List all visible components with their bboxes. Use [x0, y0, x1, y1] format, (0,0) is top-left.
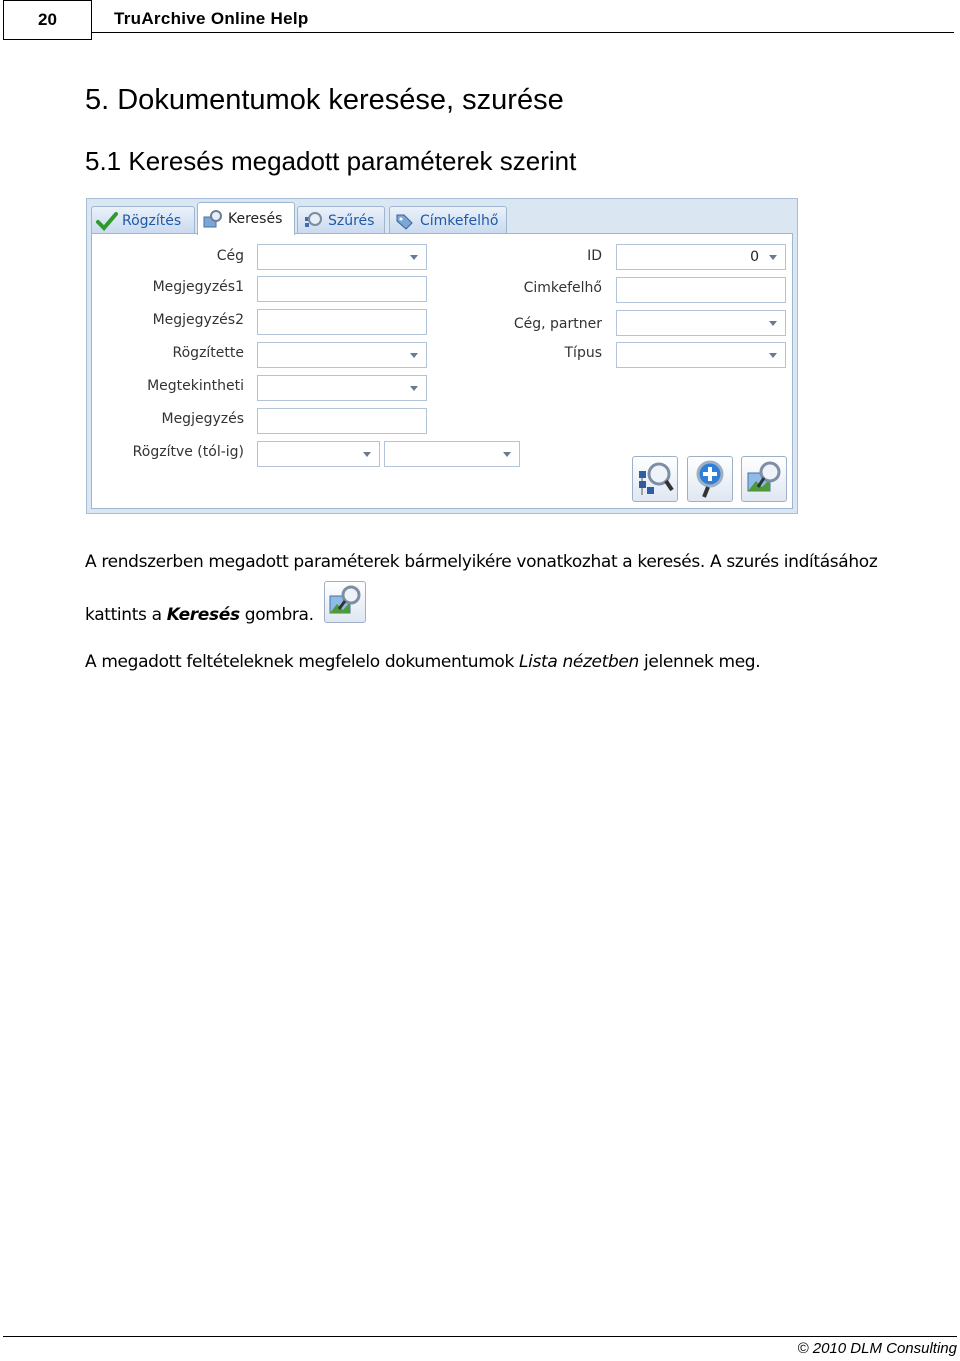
label-megjegyzes: Megjegyzés	[161, 411, 244, 427]
header-title: TruArchive Online Help	[114, 9, 309, 28]
chevron-down-icon	[769, 255, 777, 260]
id-value: 0	[750, 249, 759, 265]
megtekintheti-dropdown[interactable]	[257, 375, 427, 401]
tab-label: Szűrés	[328, 212, 375, 229]
lista-nezet-emphasis: Lista nézetben	[519, 652, 639, 672]
tab-cimkefelho[interactable]	[389, 206, 507, 234]
label-cimkefelho: Cimkefelhő	[523, 280, 602, 296]
label-tipus: Típus	[564, 345, 602, 361]
megjegyzes1-input[interactable]	[257, 276, 427, 302]
paragraph-1: A rendszerben megadott paraméterek bármelyikére vonatkozhat a keresés. A szurés indításához	[85, 552, 878, 572]
rogzitette-dropdown[interactable]	[257, 342, 427, 368]
label-rogzitve: Rögzítve (tól-ig)	[132, 444, 244, 460]
label-megtekintheti: Megtekintheti	[147, 378, 244, 394]
chevron-down-icon	[410, 353, 418, 358]
date-to-picker[interactable]	[384, 441, 520, 467]
footer-rule	[3, 1336, 957, 1337]
inline-search-button-icon	[324, 581, 366, 623]
label-id: ID	[587, 248, 602, 264]
paragraph-3	[85, 652, 760, 672]
section-heading: 5.1 Keresés megadott paraméterek szerint	[85, 146, 577, 176]
paragraph-3-tail: jelennek meg.	[638, 652, 761, 672]
date-from-picker[interactable]	[257, 441, 380, 467]
label-rogzitette: Rögzítette	[172, 345, 244, 361]
tipus-dropdown[interactable]	[616, 342, 786, 368]
image-search-icon	[742, 486, 786, 505]
paragraph-3-text: A megadott feltételeknek megfelelo dokumentumok	[85, 652, 520, 672]
chevron-down-icon	[503, 452, 511, 457]
ceg-dropdown[interactable]	[257, 244, 427, 270]
paragraph-2-text: kattints a	[85, 605, 167, 625]
search-form-screenshot	[86, 198, 798, 514]
tab-kereses[interactable]	[197, 202, 295, 235]
chevron-down-icon	[410, 386, 418, 391]
page-number: 20	[3, 0, 92, 40]
footer-copyright: © 2010 DLM Consulting	[797, 1340, 957, 1357]
zoom-in-button[interactable]	[687, 456, 733, 502]
ceg-partner-dropdown[interactable]	[616, 310, 786, 336]
checkmark-icon	[96, 211, 118, 231]
label-ceg-partner: Cég, partner	[513, 316, 602, 332]
tab-label: Címkefelhő	[420, 212, 499, 229]
label-megjegyzes2: Megjegyzés2	[152, 312, 244, 328]
tab-bar	[91, 202, 791, 233]
paragraph-2	[85, 605, 314, 625]
label-ceg: Cég	[216, 248, 244, 264]
chapter-heading: 5. Dokumentumok keresése, szurése	[85, 84, 564, 116]
chevron-down-icon	[769, 353, 777, 358]
paragraph-2-tail: gombra.	[239, 605, 314, 625]
tab-rogzites[interactable]	[91, 206, 195, 234]
megjegyzes-input[interactable]	[257, 408, 427, 434]
kereses-emphasis: Keresés	[166, 605, 240, 625]
tab-label: Keresés	[228, 211, 283, 227]
tree-search-button[interactable]	[632, 456, 678, 502]
id-dropdown[interactable]	[616, 244, 786, 270]
search-icon	[202, 209, 224, 229]
zoom-in-icon	[688, 486, 732, 505]
tab-szures[interactable]	[297, 206, 385, 234]
tab-label: Rögzítés	[122, 212, 182, 229]
megjegyzes2-input[interactable]	[257, 309, 427, 335]
chevron-down-icon	[410, 255, 418, 260]
chevron-down-icon	[769, 321, 777, 326]
chevron-down-icon	[363, 452, 371, 457]
cimkefelho-input[interactable]	[616, 277, 786, 303]
filter-icon	[302, 211, 324, 231]
tag-icon	[394, 211, 416, 231]
search-button[interactable]	[741, 456, 787, 502]
tree-search-icon	[633, 486, 677, 505]
header-rule	[92, 32, 954, 33]
label-megjegyzes1: Megjegyzés1	[152, 279, 244, 295]
